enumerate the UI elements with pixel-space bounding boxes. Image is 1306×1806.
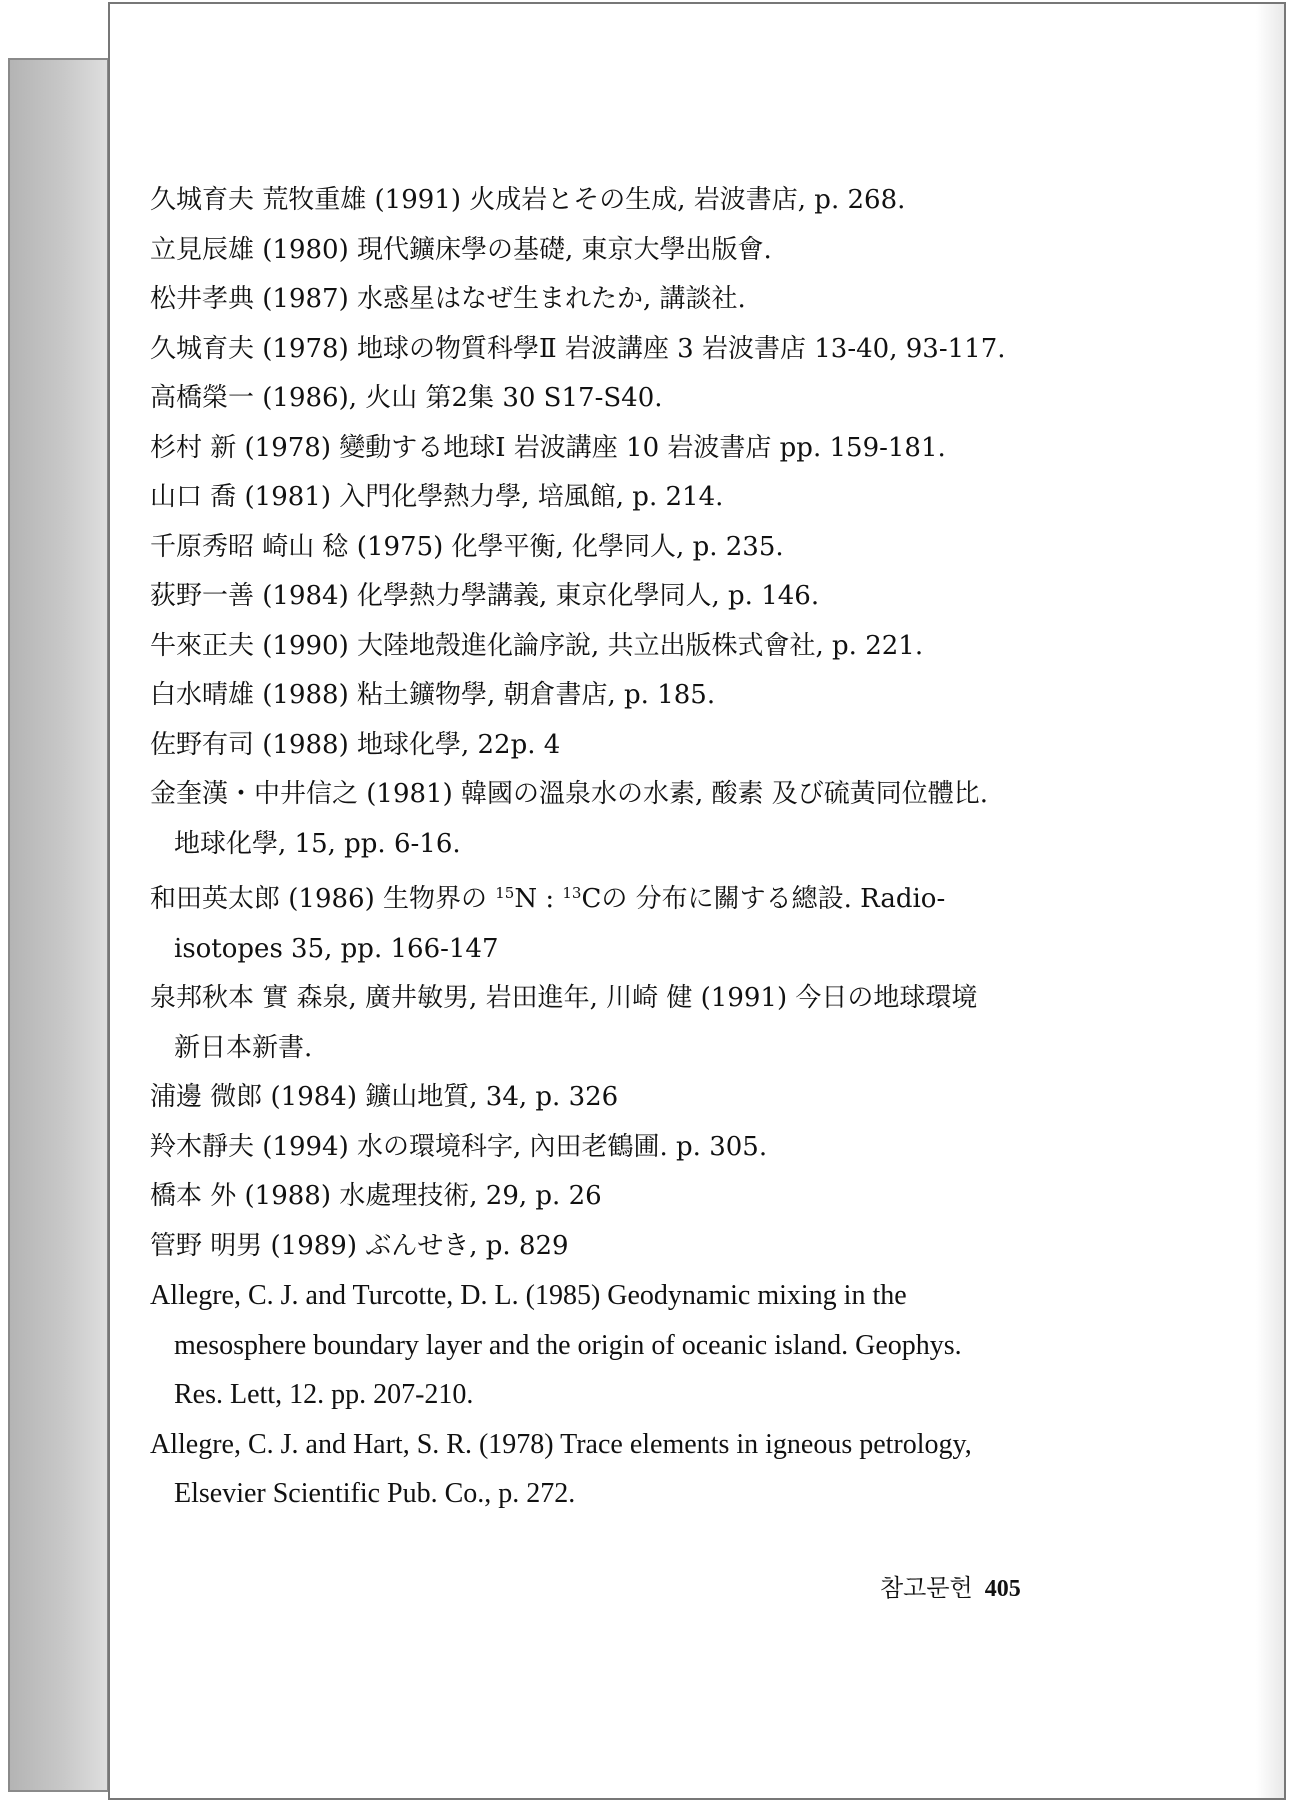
reference-continuation: isotopes 35, pp. 166-147 — [174, 933, 499, 964]
reference-item: 管野 明男 (1989) ぶんせき, p. 829 — [150, 1230, 569, 1261]
reference-continuation: Res. Lett, 12. pp. 207-210. — [174, 1379, 474, 1410]
reference-continuation: 地球化學, 15, pp. 6-16. — [174, 828, 461, 859]
reference-continuation: 新日本新書. — [174, 1032, 313, 1063]
superscript: 13 — [562, 884, 582, 902]
reference-line: 和田英太郎 (1986) 生物界の $^{15}$N : $^{13}$Cの 分布に關する總設. Radio- — [150, 884, 946, 914]
reference-continuation: Elsevier Scientific Pub. Co., p. 272. — [174, 1478, 576, 1509]
reference-line: Allegre, C. J. and Turcotte, D. L. (1985) Geodynamic mixing in the — [150, 1280, 907, 1311]
reference-item: 浦邊 微郎 (1984) 鑛山地質, 34, p. 326 — [150, 1082, 619, 1112]
reference-line: 泉邦秋本 實 森泉, 廣井敏男, 岩田進年, 川崎 健 (1991) 今日の地球環境 — [150, 983, 978, 1013]
reference-item — [150, 1420, 1050, 1519]
superscript: 15 — [495, 884, 515, 902]
reference-item: 杉村 新 (1978) 變動する地球Ⅰ 岩波講座 10 岩波書店 pp. 159-181. — [150, 432, 946, 463]
reference-item: 荻野一善 (1984) 化學熱力學講義, 東京化學同人, p. 146. — [150, 581, 820, 611]
reference-line: 金奎漢・中井信之 (1981) 韓國の溫泉水の水素, 酸素 及び硫黃同位體比. — [150, 779, 989, 809]
reference-item: 久城育夫 荒牧重雄 (1991) 火成岩とその生成, 岩波書店, p. 268. — [150, 185, 906, 215]
reference-item: 久城育夫 (1978) 地球の物質科學Ⅱ 岩波講座 3 岩波書店 13-40, 93-117. — [150, 333, 1006, 364]
reference-item: 山口 喬 (1981) 入門化學熱力學, 培風館, p. 214. — [150, 482, 724, 512]
reference-line: Allegre, C. J. and Hart, S. R. (1978) Trace elements in igneous petrology, — [150, 1428, 972, 1460]
reference-item: 千原秀昭 崎山 稔 (1975) 化學平衡, 化學同人, p. 235. — [150, 531, 784, 562]
reference-item — [150, 770, 1050, 869]
page-number: 405 — [984, 1576, 1021, 1602]
reference-item: 立見辰雄 (1980) 現代鑛床學の基礎, 東京大學出版會. — [150, 234, 772, 265]
section-title: 참고문헌 — [880, 1574, 973, 1602]
reference-item: 羚木靜夫 (1994) 水の環境科字, 內田老鶴圃. p. 305. — [150, 1131, 768, 1162]
reference-item: 白水晴雄 (1988) 粘土鑛物學, 朝倉書店, p. 185. — [150, 680, 716, 710]
page-edge-shadow — [1256, 4, 1284, 1798]
reference-item: 橋本 外 (1988) 水處理技術, 29, p. 26 — [150, 1181, 602, 1211]
reference-continuation: mesosphere boundary layer and the origin of oceanic island. Geophys. — [174, 1329, 962, 1361]
reference-list — [150, 176, 1050, 1519]
reference-item: 佐野有司 (1988) 地球化學, 22p. 4 — [150, 729, 561, 760]
reference-item — [150, 1271, 1050, 1420]
reference-item: 松井孝典 (1987) 水惑星はなぜ生まれたか, 講談社. — [150, 284, 746, 314]
reference-item — [150, 869, 1050, 974]
reference-item — [150, 974, 1050, 1073]
page-footer — [880, 1568, 1021, 1603]
reference-item: 牛來正夫 (1990) 大陸地殼進化論序說, 共立出版株式會社, p. 221. — [150, 630, 924, 661]
book-spine — [8, 58, 109, 1792]
reference-item: 高橋榮一 (1986), 火山 第2集 30 S17-S40. — [150, 383, 663, 413]
